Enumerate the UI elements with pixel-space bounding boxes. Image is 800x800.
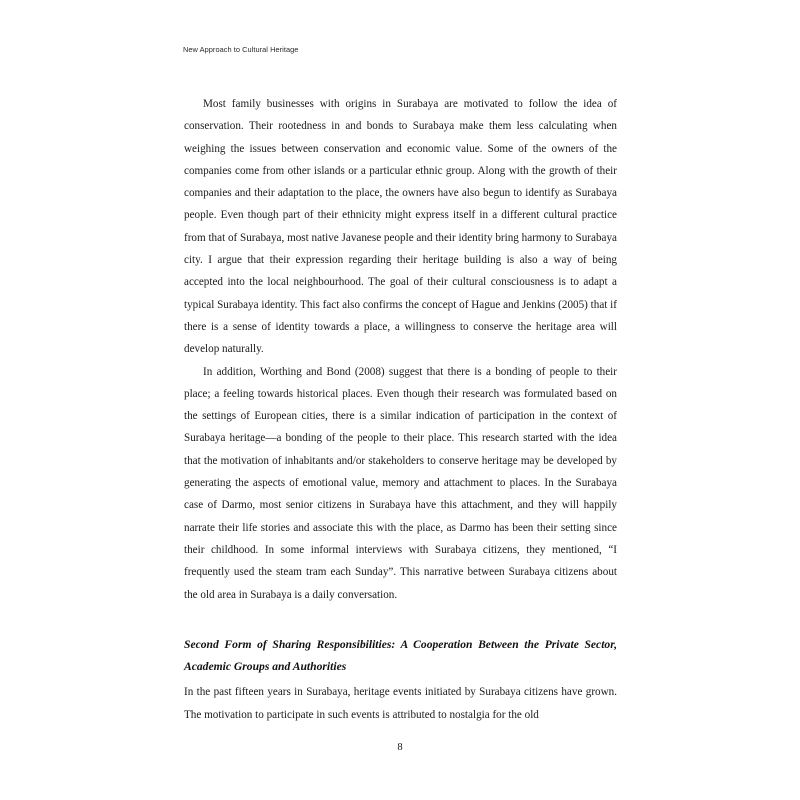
page-number: 8 <box>397 742 403 753</box>
body-text-column <box>184 93 617 726</box>
paragraph-worthing-bond: In addition, Worthing and Bond (2008) suggest that there is a bonding of people to their place; a feeling towards historical places. Even though their research was formulated based on the settings of European cities, there is a similar indication of participation in the context of Surabaya heritage—a bonding of the people to their place. This research started with the idea that the motivation of inhabitants and/or stakeholders to conserve heritage may be developed by generating the aspects of emotional value, memory and attachment to places. In the Surabaya case of Darmo, most senior citizens in Surabaya have this attachment, and they will happily narrate their life stories and associate this with the place, as Darmo has been their setting since their childhood. In some informal interviews with Surabaya citizens, they mentioned, “I frequently used the steam tram each Sunday”. This narrative between Surabaya citizens about the old area in Surabaya is a daily conversation. <box>184 365 617 601</box>
paragraph-family-businesses: Most family businesses with origins in Surabaya are motivated to follow the idea of conservation. Their rootedness in and bonds to Surabaya make them less calculating when weighing the issues between conservation and economic value. Some of the owners of the companies come from other islands or a particular ethnic group. Along with the growth of their companies and their adaptation to the place, the owners have also begun to identify as Surabaya people. Even though part of their ethnicity might express itself in a different cultural practice from that of Surabaya, most native Javanese people and their identity bring harmony to Surabaya city. I argue that their expression regarding their heritage building is also a way of being accepted into the local neighbourhood. The goal of their cultural consciousness is to adapt a typical Surabaya identity. This fact also confirms the concept of Hague and Jenkins (2005) that if there is a sense of identity towards a place, a willingness to conserve the heritage area will develop naturally. <box>184 98 617 356</box>
section-heading: Second Form of Sharing Responsibilities: A Cooperation Between the Private Sector, Academic Groups and Authorities <box>184 637 617 674</box>
running-head: New Approach to Cultural Heritage <box>183 45 299 54</box>
paragraph-heritage-events: In the past fifteen years in Surabaya, heritage events initiated by Surabaya citizens have grown. The motivation to participate in such events is attributed to nostalgia for the old <box>184 686 617 721</box>
